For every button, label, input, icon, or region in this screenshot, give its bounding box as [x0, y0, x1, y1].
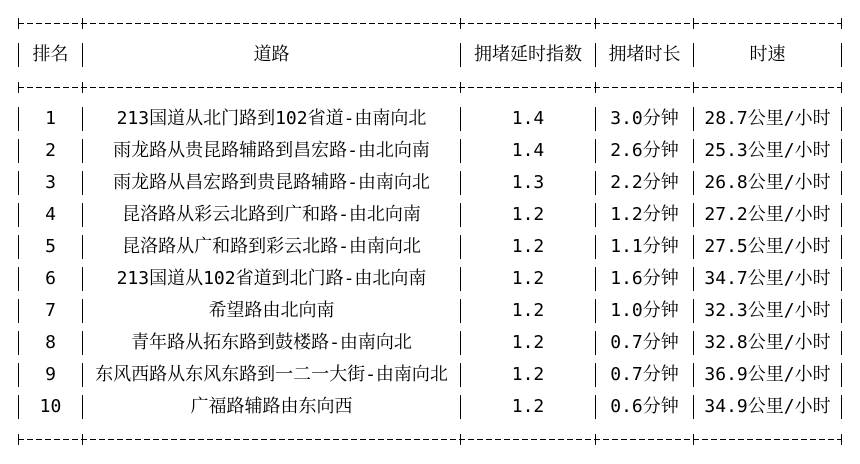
cell-rank: 3 [45, 172, 56, 193]
cell-delay-index: 1.2 [511, 204, 545, 225]
cell-duration: 1.2分钟 [610, 204, 679, 225]
table-row [18, 103, 842, 135]
cell-delay-index: 1.3 [511, 172, 545, 193]
cell-speed: 27.5公里/小时 [704, 236, 831, 257]
cell-rank: 9 [45, 364, 56, 385]
cell-road: 雨龙路从昌宏路到贵昆路辅路-由南向北 [113, 172, 430, 193]
table-row [18, 231, 842, 263]
cell-delay-index: 1.2 [511, 236, 545, 257]
cell-road: 青年路从拓东路到鼓楼路-由南向北 [131, 332, 412, 353]
table-border-top [18, 7, 842, 39]
cell-rank: 5 [45, 236, 56, 257]
cell-road: 东风西路从东风东路到一二一大街-由南向北 [95, 364, 448, 385]
cell-duration: 1.0分钟 [610, 300, 679, 321]
cell-delay-index: 1.2 [511, 300, 545, 321]
cell-speed: 32.3公里/小时 [704, 300, 831, 321]
table-row [18, 135, 842, 167]
cell-duration: 1.6分钟 [610, 268, 679, 289]
cell-rank: 10 [39, 396, 62, 417]
cell-road: 213国道从北门路到102省道-由南向北 [116, 108, 427, 129]
table-row [18, 391, 842, 423]
header-road: 道路 [253, 44, 290, 65]
cell-speed: 26.8公里/小时 [704, 172, 831, 193]
cell-duration: 2.6分钟 [610, 140, 679, 161]
cell-duration: 0.7分钟 [610, 364, 679, 385]
table-row [18, 359, 842, 391]
cell-delay-index: 1.2 [511, 364, 545, 385]
cell-delay-index: 1.2 [511, 396, 545, 417]
cell-rank: 2 [45, 140, 56, 161]
cell-delay-index: 1.2 [511, 268, 545, 289]
cell-road: 希望路由北向南 [208, 300, 335, 321]
cell-duration: 0.6分钟 [610, 396, 679, 417]
cell-duration: 3.0分钟 [610, 108, 679, 129]
cell-speed: 34.9公里/小时 [704, 396, 831, 417]
cell-rank: 1 [45, 108, 56, 129]
table-header-row [18, 39, 842, 71]
table-row [18, 167, 842, 199]
cell-speed: 34.7公里/小时 [704, 268, 831, 289]
cell-speed: 28.7公里/小时 [704, 108, 831, 129]
cell-rank: 7 [45, 300, 56, 321]
cell-delay-index: 1.4 [511, 140, 545, 161]
cell-road: 雨龙路从贵昆路辅路到昌宏路-由北向南 [113, 140, 430, 161]
table-row [18, 263, 842, 295]
cell-speed: 36.9公里/小时 [704, 364, 831, 385]
cell-speed: 32.8公里/小时 [704, 332, 831, 353]
congestion-ranking-table [18, 7, 842, 455]
table-row [18, 327, 842, 359]
header-speed: 时速 [749, 44, 786, 65]
table-row [18, 199, 842, 231]
cell-rank: 4 [45, 204, 56, 225]
table-border-header-separator [18, 71, 842, 103]
cell-speed: 25.3公里/小时 [704, 140, 831, 161]
cell-duration: 1.1分钟 [610, 236, 679, 257]
cell-duration: 0.7分钟 [610, 332, 679, 353]
cell-road: 广福路辅路由东向西 [190, 396, 353, 417]
header-rank: 排名 [32, 44, 69, 65]
cell-road: 昆洛路从广和路到彩云北路-由南向北 [122, 236, 421, 257]
cell-duration: 2.2分钟 [610, 172, 679, 193]
cell-speed: 27.2公里/小时 [704, 204, 831, 225]
header-delay-index: 拥堵延时指数 [474, 44, 582, 65]
cell-road: 昆洛路从彩云北路到广和路-由北向南 [122, 204, 421, 225]
cell-delay-index: 1.2 [511, 332, 545, 353]
cell-rank: 8 [45, 332, 56, 353]
cell-rank: 6 [45, 268, 56, 289]
cell-road: 213国道从102省道到北门路-由北向南 [116, 268, 427, 289]
header-duration: 拥堵时长 [608, 44, 681, 65]
table-row [18, 295, 842, 327]
cell-delay-index: 1.4 [511, 108, 545, 129]
table-border-bottom [18, 423, 842, 455]
